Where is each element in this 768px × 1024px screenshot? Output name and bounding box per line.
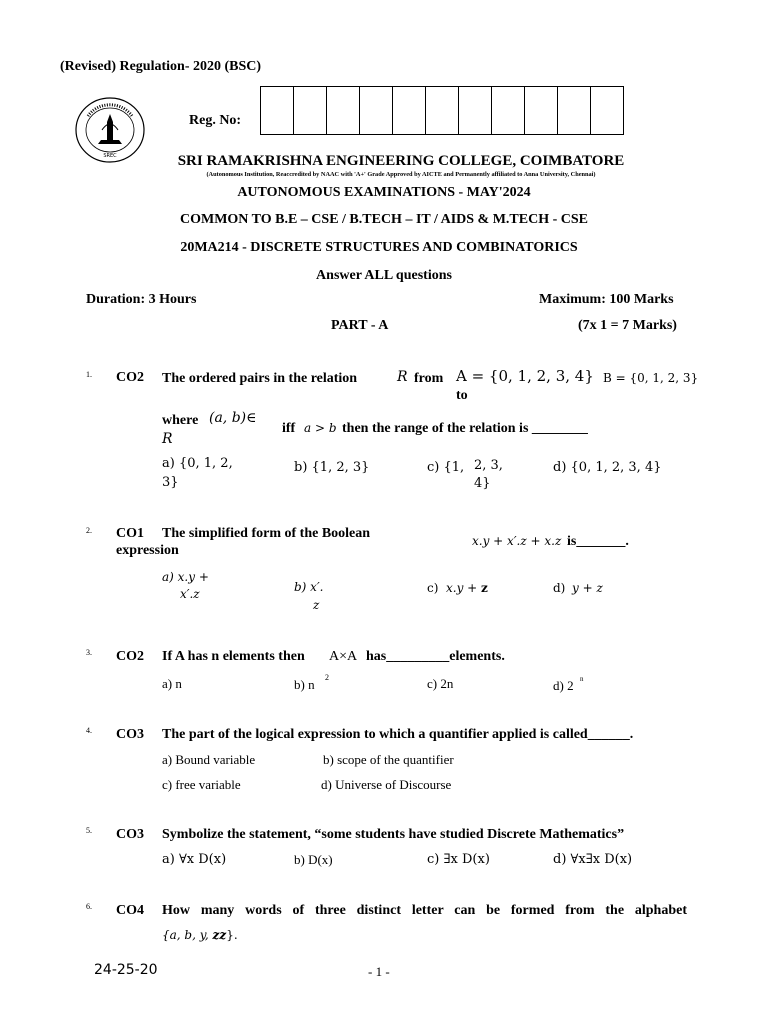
option-d[interactable]: d) ∀x∃x D(x): [553, 852, 633, 867]
question-number: 5.: [86, 826, 92, 835]
question-number: 4.: [86, 726, 92, 735]
superscript: n: [580, 675, 584, 683]
reg-box[interactable]: [426, 87, 459, 135]
option-a-cont: x′.z: [180, 587, 200, 601]
reg-box[interactable]: [525, 87, 558, 135]
option-c[interactable]: c) 2n: [427, 676, 454, 691]
question-number: 1.: [86, 370, 92, 379]
part-marks: (7x 1 = 7 Marks): [578, 318, 677, 333]
document-code: 24-25-20: [94, 962, 158, 978]
accreditation-note: (Autonomous Institution, Reaccredited by NAAC with 'A+' Grade Approved by AICTE and Permanently affiliated to Anna University, Chennai): [206, 171, 596, 178]
reg-box[interactable]: [558, 87, 591, 135]
option-b[interactable]: b) n: [294, 677, 315, 692]
question-number: 3.: [86, 648, 92, 657]
option-a[interactable]: a) x.y +: [162, 570, 209, 584]
college-name: SRI RAMAKRISHNA ENGINEERING COLLEGE, COIMBATORE: [177, 153, 625, 169]
reg-box[interactable]: [261, 87, 294, 135]
reg-box[interactable]: [492, 87, 525, 135]
instruction-text: Answer ALL questions: [316, 268, 452, 283]
exam-title: AUTONOMOUS EXAMINATIONS - MAY'2024: [237, 185, 531, 200]
ordered-pair: (a, b)∈: [209, 410, 257, 426]
condition: a > b: [304, 421, 337, 435]
option-b[interactable]: b) {1, 2, 3}: [294, 460, 370, 475]
option-b[interactable]: b) x′.: [294, 580, 324, 594]
question-text: from: [414, 371, 444, 386]
alphabet-set: [162, 928, 238, 942]
part-title: PART - A: [331, 318, 389, 333]
boolean-expression: x.y + x′.z + x.z: [472, 534, 562, 548]
option-c-expr: x.y +: [446, 581, 478, 595]
option-a[interactable]: a) ∀x D(x): [162, 852, 227, 867]
reg-box[interactable]: [327, 87, 360, 135]
option-b-cont: z: [313, 598, 320, 612]
option-a-cont: 3}: [162, 475, 179, 490]
regulation-label: (Revised) Regulation- 2020 (BSC): [60, 59, 262, 74]
question-text: is_______.: [567, 534, 629, 549]
option-a[interactable]: a) Bound variable: [162, 752, 256, 767]
relation-symbol: R: [397, 369, 408, 385]
question-text: expression: [116, 543, 179, 558]
option-c[interactable]: c): [427, 581, 439, 595]
course-outcome: CO4: [116, 903, 144, 918]
option-d[interactable]: d) {0, 1, 2, 3, 4}: [553, 460, 662, 475]
relation-symbol: R: [162, 431, 173, 447]
reg-no-boxes: [260, 86, 624, 135]
option-c[interactable]: c) ∃x D(x): [427, 852, 490, 867]
question-text: How many words of three distinct letter can be formed from the alphabet: [162, 903, 687, 918]
option-c-cont: 4}: [474, 476, 491, 491]
course-outcome: CO2: [116, 370, 144, 385]
option-c[interactable]: c) free variable: [162, 777, 241, 792]
option-b[interactable]: b) D(x): [294, 852, 333, 867]
page-number: - 1 -: [368, 964, 390, 979]
option-a[interactable]: a) n: [162, 676, 182, 691]
option-c[interactable]: c) {1,: [427, 460, 465, 475]
superscript: 2: [325, 673, 329, 682]
course-outcome: CO3: [116, 827, 144, 842]
question-text: iff: [282, 421, 296, 436]
option-a[interactable]: a) {0, 1, 2,: [162, 456, 233, 471]
option-d[interactable]: d): [553, 581, 566, 595]
course-outcome: CO2: [116, 649, 144, 664]
option-c-expr: z: [481, 581, 488, 595]
question-text: Symbolize the statement, “some students have studied Discrete Mathematics”: [162, 827, 625, 842]
reg-box[interactable]: [459, 87, 492, 135]
option-c-cont: 2, 3,: [474, 458, 503, 473]
cartesian-product: A×A: [329, 649, 358, 664]
question-number: 6.: [86, 902, 92, 911]
reg-box[interactable]: [360, 87, 393, 135]
option-d-expr: y + z: [572, 581, 603, 595]
reg-box[interactable]: [591, 87, 624, 135]
alphabet-zz: zz: [212, 928, 227, 942]
question-text: then the range of the relation is ________: [342, 421, 588, 436]
course-title: 20MA214 - DISCRETE STRUCTURES AND COMBINATORICS: [180, 240, 578, 255]
question-number: 2.: [86, 526, 92, 535]
option-b[interactable]: b) scope of the quantifier: [323, 752, 454, 767]
option-d[interactable]: d) 2: [553, 678, 574, 693]
programme-title: COMMON TO B.E – CSE / B.TECH – IT / AIDS & M.TECH - CSE: [179, 212, 589, 227]
question-text: has_________elements.: [366, 649, 505, 664]
alphabet-set-start: {a, b, y,: [162, 928, 213, 942]
course-outcome: CO1: [116, 526, 144, 541]
reg-box[interactable]: [393, 87, 426, 135]
seal-text: SREC: [103, 153, 117, 159]
question-text: If A has n elements then: [162, 649, 305, 664]
duration-label: Duration: 3 Hours: [86, 292, 197, 307]
question-text: The part of the logical expression to which a quantifier applied is called______.: [162, 727, 634, 742]
question-text: The simplified form of the Boolean: [162, 526, 371, 541]
reg-no-label: Reg. No:: [189, 113, 242, 128]
question-text: The ordered pairs in the relation: [162, 371, 358, 386]
set-b: B = {0, 1, 2, 3}: [603, 371, 699, 385]
max-marks-label: Maximum: 100 Marks: [539, 292, 674, 307]
reg-box[interactable]: [294, 87, 327, 135]
alphabet-set-end: }.: [226, 928, 238, 942]
question-text: to: [456, 388, 468, 403]
question-text: where: [162, 413, 199, 428]
set-a: A = {0, 1, 2, 3, 4}: [456, 367, 594, 385]
course-outcome: CO3: [116, 727, 144, 742]
option-d[interactable]: d) Universe of Discourse: [321, 777, 452, 792]
